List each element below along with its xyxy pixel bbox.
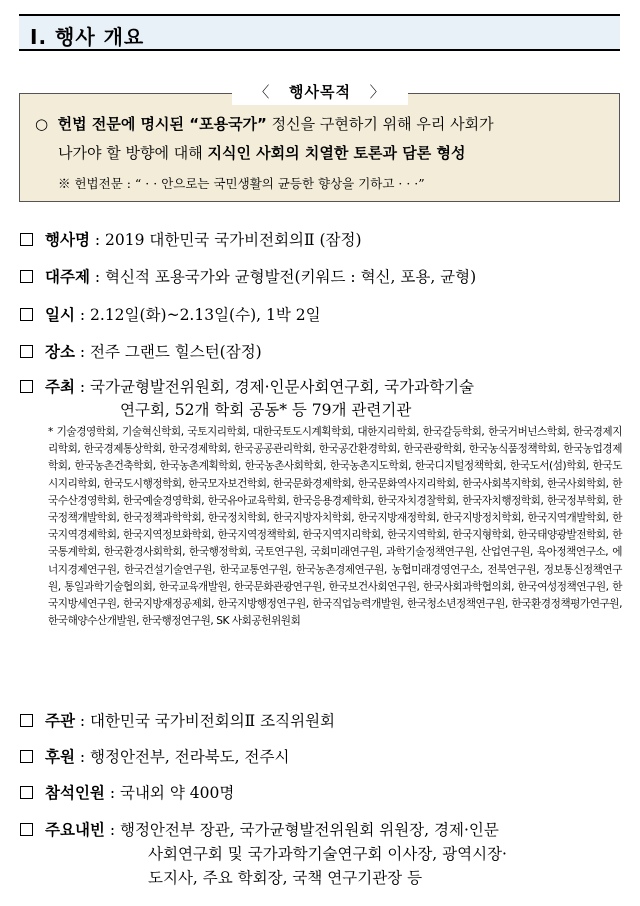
main-theme-label: 대주제 — [45, 268, 90, 286]
place-value: : 전주 그랜드 힐스턴(잠정) — [74, 343, 262, 361]
event-name-label: 행사명 — [45, 231, 90, 249]
purpose-line-2 — [58, 142, 465, 163]
item-event-name — [20, 228, 362, 250]
purpose-label-open-bracket: 〈 — [254, 83, 271, 101]
purpose-line-2-bold: 지식인 사회의 치열한 토론과 담론 형성 — [207, 144, 466, 162]
purpose-label-text: 행사목적 — [289, 83, 351, 101]
item-date — [20, 303, 321, 325]
guests-value-continued-1: 사회연구회 및 국가과학기술연구회 이사장, 광역시장· — [148, 845, 507, 863]
purpose-bullet: ○ — [35, 115, 49, 133]
checkbox-icon — [20, 380, 33, 393]
purpose-line-1 — [35, 113, 494, 134]
sponsor-value: : 행정안전부, 전라북도, 전주시 — [74, 748, 290, 766]
attendees-label: 참석인원 — [45, 784, 105, 802]
checkbox-icon — [20, 270, 33, 283]
checkbox-icon — [20, 823, 33, 836]
guests-value-continued-2: 도지사, 주요 학회장, 국책 연구기관장 등 — [148, 869, 423, 887]
item-host — [20, 375, 474, 397]
section-title: Ⅰ. 행사 개요 — [30, 25, 145, 49]
checkbox-icon — [20, 345, 33, 358]
place-label: 장소 — [45, 343, 75, 361]
checkbox-icon — [20, 714, 33, 727]
item-attendees — [20, 781, 234, 803]
purpose-line-1-bold: 헌법 전문에 명시된 “포용국가” — [57, 115, 267, 133]
sponsor-label: 후원 — [45, 748, 75, 766]
item-main-theme — [20, 265, 476, 287]
checkbox-icon — [20, 308, 33, 321]
host-value: : 국가균형발전위원회, 경제·인문사회연구회, 국가과학기술 — [74, 378, 475, 396]
checkbox-icon — [20, 750, 33, 763]
organizer-label: 주관 — [45, 712, 75, 730]
purpose-line-1-rest: 정신을 구현하기 위해 우리 사회가 — [266, 115, 494, 133]
date-label: 일시 — [45, 306, 75, 324]
guests-label: 주요내빈 — [45, 821, 105, 839]
constitution-note: ※ 헌법전문 : “ · · 안으로는 국민생활의 균등한 향상을 기하고 · · ·” — [58, 176, 425, 191]
host-label: 주최 — [45, 378, 75, 396]
item-place — [20, 340, 262, 362]
attendees-value: : 국내외 약 400명 — [104, 784, 235, 802]
date-value: : 2.12일(화)~2.13일(수), 1박 2일 — [74, 306, 321, 324]
host-value-continued: 연구회, 52개 학회 공동* 등 79개 관련기관 — [120, 401, 412, 419]
purpose-label — [232, 79, 408, 105]
participating-organizations-footnote: * 기술경영학회, 기술혁신학회, 국토지리학회, 대한국토도시계획학회, 대한지리학회, 한국갈등학회, 한국거버넌스학회, 한국경제지리학회, 한국경제통상학회, 한국경제학회, 한국공공관리학회, 한국공간환경학회, 한국관광학회, 한국농식품정책학회, 한국농업경제학회, 한국농촌건축학회, 한국농촌계획학회, 한국농촌사회학회, 한국농촌지도학회, 한국디지털정책학회, 한국도서(섬)학회, 한국도시지리학회, 한국도시행정학회, 한국모자보건학회, 한국문화경제학회, 한국문화역사지리학회, 한국사회복지학회, 한국사회학회, 한국수산경영학회, 한국예술경영학회, 한국유아교육학회, 한국응용경제학회, 한국자치경찰학회, 한국자치행정학회, 한국정부학회, 한국정책개발학회, 한국정책과학학회, 한국정치학회, 한국지방자치학회, 한국지방재정학회, 한국지방정치학회, 한국지역개발학회, 한국지역경제학회, 한국지역정보화학회, 한국지역정책학회, 한국지역지리학회, 한국지역학회, 한국지형학회, 한국태양광발전학회, 한국통계학회, 한국환경사회학회, 한국행정학회, 국토연구원, 국회미래연구원, 과학기술정책연구원, 산업연구원, 육아정책연구소, 에너지경제연구원, 한국건설기술연구원, 한국교통연구원, 한국농촌경제연구원, 농협미래경영연구소, 전북연구원, 정보통신정책연구원, 통일과학기술협의회, 한국교육개발원, 한국문화관광연구원, 한국보건사회연구원, 한국사회과학협의회, 한국여성정책연구원, 한국지방세연구원, 한국지방재정공제회, 한국지방행정연구원, 한국직업능력개발원, 한국청소년정책연구원, 한국환경정책평가연구원, 한국해양수산개발원, 한국행정연구원, SK 사회공헌위원회 — [48, 426, 622, 628]
checkbox-icon — [20, 233, 33, 246]
organizer-value: : 대한민국 국가비전회의Ⅱ 조직위원회 — [74, 712, 336, 730]
item-guests — [20, 818, 499, 840]
item-sponsor — [20, 745, 289, 767]
item-organizer — [20, 709, 335, 731]
main-theme-value: : 혁신적 포용국가와 균형발전(키워드 : 혁신, 포용, 균형) — [89, 268, 477, 286]
purpose-line-2-rest: 나가야 할 방향에 대해 — [58, 144, 208, 162]
purpose-label-close-bracket: 〉 — [369, 83, 386, 101]
checkbox-icon — [20, 786, 33, 799]
event-name-value: : 2019 대한민국 국가비전회의Ⅱ (잠정) — [89, 231, 362, 249]
guests-value: : 행정안전부 장관, 국가균형발전위원회 위원장, 경제·인문 — [104, 821, 499, 839]
